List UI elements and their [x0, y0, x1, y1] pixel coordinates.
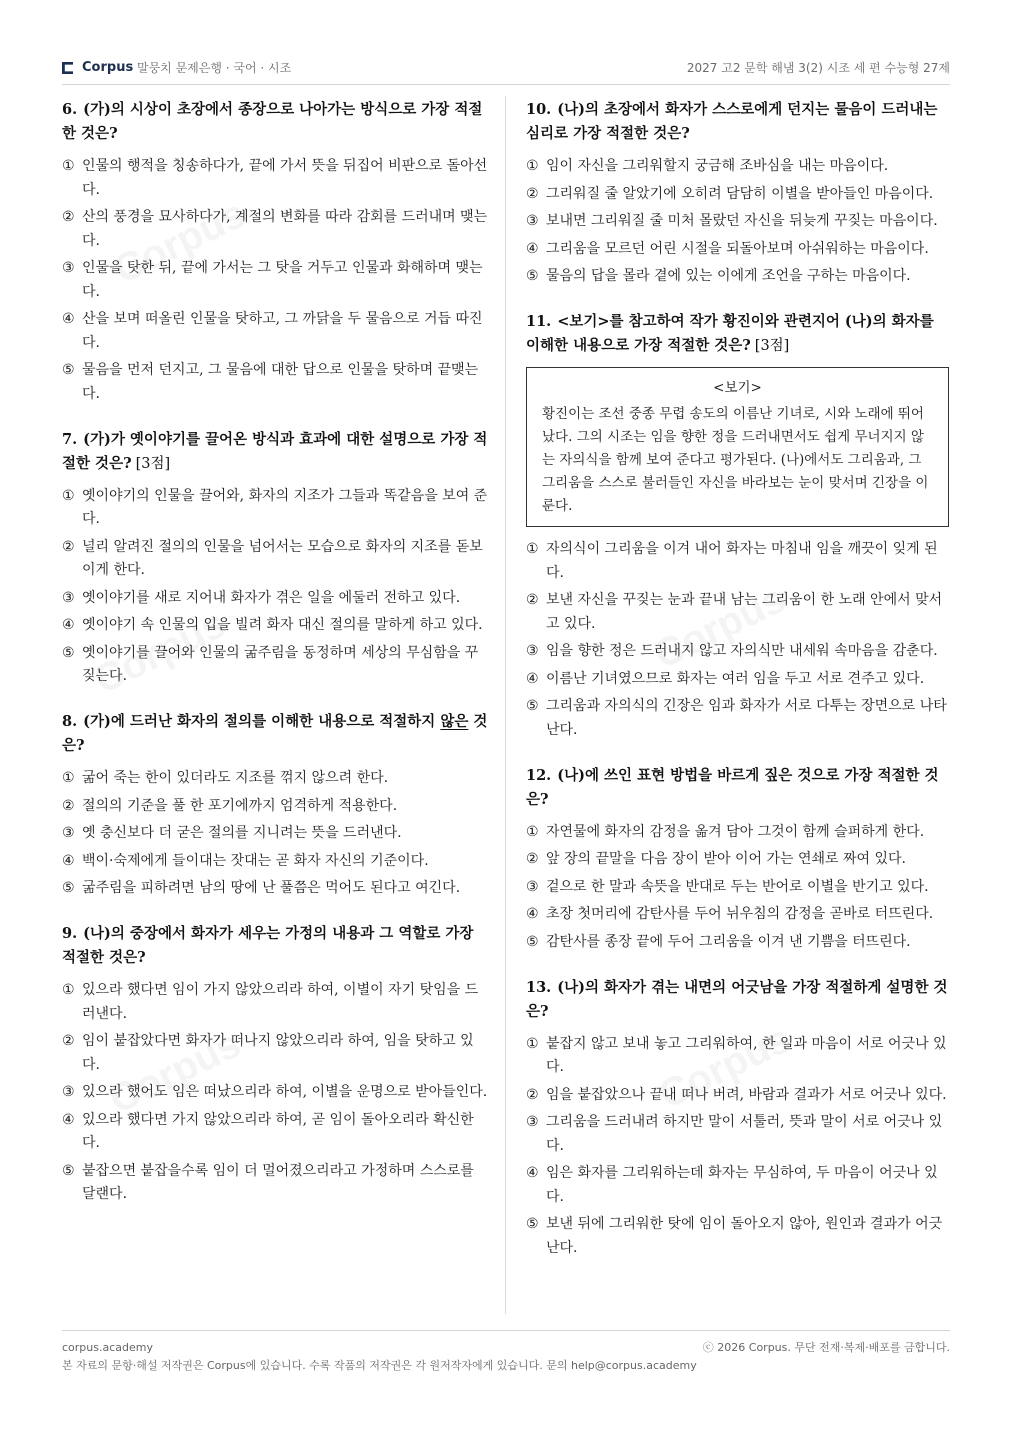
question-text-end: 것은?: [62, 713, 488, 754]
choice-marker: ⑤: [62, 362, 75, 378]
choice-marker: ①: [526, 541, 539, 557]
choice-text: 백이·숙제에게 들이대는 잣대는 곧 화자 자신의 기준이다.: [82, 852, 429, 869]
answer-choice: [62, 795, 490, 819]
answer-choice: [62, 536, 490, 583]
choice-marker: ①: [62, 158, 75, 174]
choice-text: 있으라 했어도 임은 떠났으리라 하여, 이별을 운명으로 받아들인다.: [82, 1084, 488, 1100]
question-10: [526, 98, 949, 289]
question-7: [62, 428, 490, 689]
choice-text: 임이 붙잡았다면 화자가 떠나지 않았으리라 하여, 임을 탓하고 있다.: [82, 1033, 474, 1073]
question-text: <보기>를 참고하여 작가 황진이와 관련지어 (나)의 화자를 이해한 내용으로 가장 적절한 것은?: [526, 313, 934, 354]
column-divider: [505, 96, 506, 1314]
brand-name: Corpus: [82, 60, 134, 75]
choice-marker: ⑤: [62, 880, 75, 896]
choice-text: 겉으로 한 말과 속뜻을 반대로 두는 반어로 이별을 반기고 있다.: [546, 878, 929, 895]
choice-text: 그리워질 줄 알았기에 오히려 담담히 이별을 받아들인 마음이다.: [546, 185, 934, 202]
choice-marker: ④: [62, 1111, 75, 1128]
choice-text: 물음을 먼저 던지고, 그 물음에 대한 답으로 인물을 탓하며 끝맺는다.: [82, 362, 479, 402]
question-stem: [526, 764, 949, 812]
question-stem: [62, 428, 490, 476]
choice-marker: ⑤: [526, 1216, 539, 1232]
answer-choice: [62, 767, 490, 791]
answer-choice: [62, 822, 490, 846]
choice-text: 인물의 행적을 칭송하다가, 끝에 가서 뜻을 뒤집어 비판으로 돌아선다.: [82, 158, 488, 198]
choice-text: 보낸 자신을 꾸짖는 눈과 끝내 남는 그리움이 한 노래 안에서 맞서고 있다.: [546, 592, 943, 632]
answer-choice: [62, 850, 490, 874]
page-header: [62, 58, 950, 78]
answer-choice: [526, 238, 949, 262]
choice-marker: ③: [526, 643, 539, 659]
choice-text: 감탄사를 종장 끝에 두어 그리움을 이겨 낸 기쁨을 터뜨린다.: [546, 933, 911, 950]
choice-text: 절의의 기준을 풀 한 포기에까지 엄격하게 적용한다.: [82, 797, 398, 814]
question-text: (나)의 중장에서 화자가 세우는 가정의 내용과 그 역할로 가장 적절한 것은?: [62, 925, 474, 966]
question-number: 13.: [526, 978, 552, 996]
answer-choice: [62, 485, 490, 532]
answer-choice: [526, 1084, 949, 1108]
question-number: 6.: [62, 101, 78, 118]
footer-notice-row: [62, 1357, 950, 1374]
question-text: (가)의 시상이 초장에서 종장으로 나아가는 방식으로 가장 적절한 것은?: [62, 101, 483, 142]
question-6: [62, 98, 490, 406]
choice-text: 붙잡지 않고 보내 놓고 그리워하여, 한 일과 마음이 서로 어긋나 있다.: [546, 1035, 947, 1075]
question-text: (가)가 옛이야기를 끌어온 방식과 효과에 대한 설명으로 가장 적절한 것은?: [62, 430, 488, 472]
answer-choice: [526, 695, 949, 742]
right-column: [526, 98, 949, 1282]
question-12: [526, 764, 949, 955]
question-13: [526, 976, 949, 1261]
corpus-bracket-icon: [62, 62, 73, 74]
answer-choice: [526, 821, 949, 845]
choice-marker: ⑤: [62, 1162, 75, 1179]
question-number: 10.: [526, 101, 552, 118]
choice-marker: ③: [62, 1084, 75, 1100]
reference-box-label: <보기>: [713, 380, 762, 396]
underlined-emphasis: 않은: [440, 713, 469, 730]
choice-text: 임이 자신을 그리워할지 궁금해 조바심을 내는 마음이다.: [546, 158, 889, 174]
answer-choice: [62, 1030, 490, 1077]
question-stem: [62, 710, 490, 758]
question-number: 8.: [62, 713, 78, 730]
footer-rule: [62, 1330, 950, 1331]
choice-marker: ①: [526, 158, 539, 174]
choice-marker: ③: [62, 825, 75, 841]
question-number: 7.: [62, 430, 78, 448]
choice-marker: ④: [526, 240, 539, 257]
question-number: 12.: [526, 766, 552, 784]
question-stem: [526, 976, 949, 1024]
choice-marker: ②: [62, 1033, 75, 1049]
answer-choice: [526, 1033, 949, 1080]
footer-copyright: ⓒ 2026 Corpus. 무단 전재·복제·배포를 금합니다.: [702, 1341, 950, 1354]
choice-text: 보낸 뒤에 그리워한 탓에 임이 돌아오지 않아, 원인과 결과가 어긋난다.: [546, 1216, 943, 1256]
choice-text: 그리움을 드러내려 하지만 말이 서툴러, 뜻과 말이 서로 어긋나 있다.: [546, 1114, 943, 1154]
answer-choice: [526, 903, 949, 927]
choice-marker: ⑤: [526, 268, 539, 284]
question-stem: [526, 98, 949, 146]
header-rule: [62, 84, 950, 85]
answer-choice: [526, 668, 949, 692]
answer-choice: [62, 359, 490, 406]
answer-choice: [62, 308, 490, 355]
answer-choice: [526, 538, 949, 585]
answer-choice: [526, 848, 949, 872]
question-stem: [62, 922, 490, 970]
answer-choice: [62, 1081, 490, 1105]
choice-text: 옛이야기를 끌어와 인물의 굶주림을 동정하며 세상의 무심함을 꾸짖는다.: [82, 644, 479, 684]
choice-text: 있으라 했다면 가지 않았으리라 하여, 곧 임이 돌아오리라 확신한다.: [82, 1111, 474, 1151]
choice-marker: ⑤: [526, 933, 539, 950]
choice-marker: ③: [62, 589, 75, 606]
question-11: [526, 310, 949, 742]
header-subtitle: 말뭉치 문제은행 · 국어 · 시조: [137, 61, 292, 75]
footer-notice: 본 자료의 문항·해설 저작권은 Corpus에 있습니다. 수록 작품의 저작권은 각 원저작자에게 있습니다. 문의 help@corpus.academy: [62, 1359, 697, 1372]
choice-text: 그리움과 자의식의 긴장은 임과 화자가 서로 다투는 장면으로 나타난다.: [546, 698, 947, 738]
choice-marker: ③: [526, 1114, 539, 1130]
answer-choice: [526, 931, 949, 955]
answer-choice: [62, 1109, 490, 1156]
choice-text: 옛 충신보다 더 굳은 절의를 지니려는 뜻을 드러낸다.: [82, 825, 402, 841]
answer-choice: [62, 257, 490, 304]
question-points: [3점]: [135, 455, 171, 472]
choice-marker: ④: [526, 670, 539, 687]
answer-choice: [526, 265, 949, 289]
choice-text: 옛이야기 속 인물의 입을 빌려 화자 대신 절의를 말하게 하고 있다.: [82, 617, 483, 633]
choice-marker: ⑤: [526, 698, 539, 714]
choice-marker: ④: [526, 1165, 539, 1181]
choice-marker: ②: [62, 797, 75, 814]
question-stem: [526, 310, 949, 358]
choice-text: 자연물에 화자의 감정을 옮겨 담아 그것이 함께 슬퍼하게 한다.: [546, 823, 925, 840]
footer-site: corpus.academy: [62, 1341, 153, 1354]
choice-text: 임은 화자를 그리워하는데 화자는 무심하여, 두 마음이 어긋나 있다.: [546, 1165, 938, 1205]
choice-text: 보내면 그리워질 줄 미처 몰랐던 자신을 뒤늦게 꾸짖는 마음이다.: [546, 213, 938, 229]
reference-box-text: 황진이는 조선 중종 무렵 송도의 이름난 기녀로, 시와 노래에 뛰어났다. 그의 시조는 임을 향한 정을 드러내면서도 쉽게 무너지지 않는 자의식을 함께 보여 준다고 평가된다. (나)에서도 그리움과, 그 그리움을 스스로 불러들인 자신을 바라보는 눈이 맞서며 긴장을 이룬다.: [542, 405, 929, 514]
choice-text: 붙잡으면 붙잡을수록 임이 더 멀어졌으리라고 가정하며 스스로를 달랜다.: [82, 1162, 474, 1202]
question-number: 11.: [526, 313, 552, 330]
reference-box: [526, 367, 949, 527]
answer-choice: [526, 183, 949, 207]
choice-text: 옛이야기를 새로 지어내 화자가 겪은 일을 에둘러 전하고 있다.: [82, 589, 461, 606]
choice-marker: ①: [62, 982, 75, 998]
choice-text: 임을 붙잡았으나 끝내 떠나 버려, 바람과 결과가 서로 어긋나 있다.: [546, 1086, 947, 1103]
answer-choice: [526, 1162, 949, 1209]
question-text: (나)에 쓰인 표현 방법을 바르게 짚은 것으로 가장 적절한 것은?: [526, 766, 939, 808]
choice-text: 초장 첫머리에 감탄사를 두어 뉘우침의 감정을 곧바로 터뜨린다.: [546, 906, 934, 922]
choice-marker: ④: [62, 311, 75, 327]
choice-marker: ②: [62, 538, 75, 555]
choice-text: 옛이야기의 인물을 끌어와, 화자의 지조가 그들과 똑같음을 보여 준다.: [82, 487, 488, 527]
choice-text: 앞 장의 끝말을 다음 장이 받아 이어 가는 연쇄로 짜여 있다.: [546, 851, 907, 867]
choice-marker: ①: [526, 1035, 539, 1052]
answer-choice: [62, 642, 490, 689]
choice-marker: ④: [62, 617, 75, 633]
choice-marker: ②: [526, 1086, 539, 1103]
answer-choice: [526, 155, 949, 179]
answer-choice: [526, 640, 949, 664]
choice-text: 있으라 했다면 임이 가지 않았으리라 하여, 이별이 자기 탓임을 드러낸다.: [82, 982, 479, 1022]
answer-choice: [62, 614, 490, 638]
choice-marker: ①: [62, 487, 75, 504]
question-text: (가)에 드러난 화자의 절의를 이해한 내용으로 적절하지: [83, 713, 441, 730]
choice-marker: ②: [526, 592, 539, 608]
choice-text: 그리움을 모르던 어린 시절을 되돌아보며 아쉬워하는 마음이다.: [546, 240, 929, 257]
choice-marker: ②: [62, 209, 75, 225]
answer-choice: [526, 1111, 949, 1158]
choice-text: 자의식이 그리움을 이겨 내어 화자는 마침내 임을 깨끗이 잊게 된다.: [546, 541, 938, 581]
answer-choice: [62, 1160, 490, 1207]
question-text: (나)의 화자가 겪는 내면의 어긋남을 가장 적절하게 설명한 것은?: [526, 978, 948, 1020]
choice-marker: ④: [526, 906, 539, 922]
choice-text: 널리 알려진 절의의 인물을 넘어서는 모습으로 화자의 지조를 돋보이게 한다.: [82, 538, 483, 578]
document-title: 2027 고2 문학 해냄 3(2) 시조 세 편 수능형 27제: [686, 61, 950, 75]
choice-marker: ③: [526, 878, 539, 895]
choice-text: 인물을 탓한 뒤, 끝에 가서는 그 탓을 거두고 인물과 화해하며 맺는다.: [82, 260, 483, 300]
choice-text: 이름난 기녀였으므로 화자는 여러 임을 두고 서로 견주고 있다.: [546, 670, 925, 687]
answer-choice: [62, 979, 490, 1026]
question-9: [62, 922, 490, 1207]
question-8: [62, 710, 490, 901]
answer-choice: [526, 210, 949, 234]
choice-marker: ②: [526, 851, 539, 867]
question-number: 9.: [62, 925, 78, 942]
choice-text: 산을 보며 떠올린 인물을 탓하고, 그 까닭을 두 물음으로 거듭 따진다.: [82, 311, 483, 351]
choice-marker: ①: [62, 770, 75, 786]
choice-text: 굶주림을 피하려면 남의 땅에 난 풀쯤은 먹어도 된다고 여긴다.: [82, 880, 461, 896]
left-column: [62, 98, 490, 1228]
choice-text: 물음의 답을 몰라 곁에 있는 이에게 조언을 구하는 마음이다.: [546, 268, 911, 284]
footer: [62, 1339, 950, 1356]
choice-marker: ①: [526, 823, 539, 840]
answer-choice: [526, 589, 949, 636]
choice-text: 임을 향한 정은 드러내지 않고 자의식만 내세워 속마음을 감춘다.: [546, 643, 938, 659]
choice-marker: ②: [526, 185, 539, 202]
question-text: (나)의 초장에서 화자가 스스로에게 던지는 물음이 드러내는 심리로 가장 적절한 것은?: [526, 101, 938, 142]
question-stem: [62, 98, 490, 146]
choice-marker: ③: [62, 260, 75, 276]
choice-marker: ⑤: [62, 644, 75, 661]
answer-choice: [526, 876, 949, 900]
choice-marker: ③: [526, 213, 539, 229]
answer-choice: [62, 206, 490, 253]
answer-choice: [62, 155, 490, 202]
answer-choice: [62, 877, 490, 901]
choice-text: 굶어 죽는 한이 있더라도 지조를 꺾지 않으려 한다.: [82, 770, 389, 786]
question-points: [3점]: [754, 338, 790, 354]
choice-marker: ④: [62, 852, 75, 869]
answer-choice: [62, 587, 490, 611]
choice-text: 산의 풍경을 묘사하다가, 계절의 변화를 따라 감회를 드러내며 맺는다.: [82, 209, 488, 249]
answer-choice: [526, 1213, 949, 1260]
